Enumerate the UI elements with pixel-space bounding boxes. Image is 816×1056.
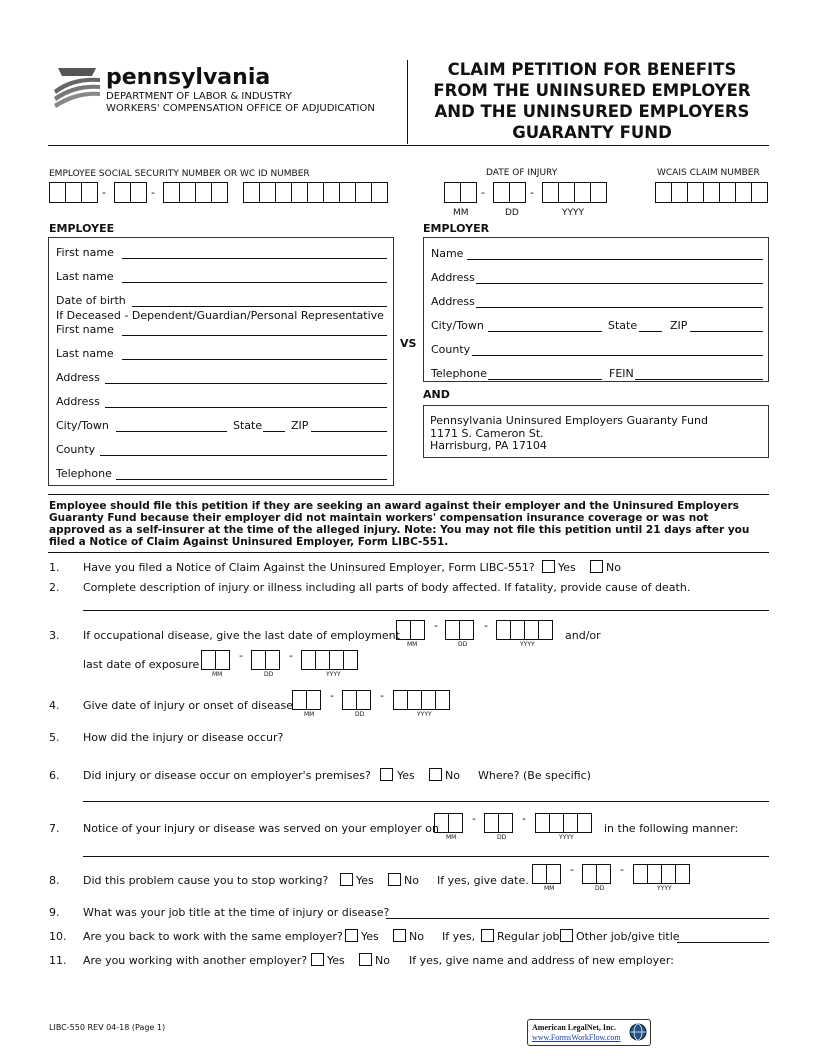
city-label: City/Town: [56, 419, 109, 432]
q1-no-label: No: [606, 561, 621, 574]
yyyy-label: YYYY: [657, 885, 672, 892]
q3-exposure-text: last date of exposure: [83, 658, 200, 671]
q3-andor: and/or: [565, 629, 601, 642]
deceased-label: If Deceased - Dependent/Guardian/Personal Representative: [56, 309, 384, 322]
q10-yes-checkbox[interactable]: [345, 929, 358, 942]
injury-month-boxes[interactable]: [444, 182, 477, 203]
rep-first-name-label: First name: [56, 323, 114, 336]
q10-other-label: Other job/give title: [576, 930, 680, 943]
q8-day[interactable]: [582, 864, 611, 884]
q10-no-label: No: [409, 930, 424, 943]
employer-address2-field[interactable]: [476, 307, 763, 308]
dash: -: [102, 186, 106, 199]
and-label: AND: [423, 388, 450, 401]
q2-number: 2.: [49, 581, 60, 594]
q4-month[interactable]: [292, 690, 321, 710]
first-name-label: First name: [56, 246, 114, 259]
employer-name-label: Name: [431, 247, 464, 260]
dash: -: [620, 863, 624, 876]
q11-number: 11.: [49, 954, 67, 967]
notice-line-4: filed a Notice of Claim Against Uninsured Employer, Form LIBC-551.: [49, 536, 449, 548]
state-field[interactable]: [263, 431, 285, 432]
dash: -: [330, 689, 334, 702]
department-name: DEPARTMENT OF LABOR & INDUSTRY: [106, 91, 292, 102]
county-label: County: [56, 443, 96, 456]
employer-name-field[interactable]: [467, 259, 763, 260]
mm-label: MM: [453, 208, 469, 218]
address2-field[interactable]: [105, 407, 387, 408]
yyyy-label: YYYY: [417, 711, 432, 718]
mm-label: MM: [544, 885, 555, 892]
q8-month[interactable]: [532, 864, 561, 884]
notice-rule-top: [48, 494, 769, 495]
q4-text: Give date of injury or onset of disease: [83, 699, 293, 712]
q3-exposure-year[interactable]: [301, 650, 358, 670]
yyyy-label: YYYY: [326, 671, 341, 678]
dash: -: [151, 186, 155, 199]
q4-year[interactable]: [393, 690, 450, 710]
q1-text: Have you filed a Notice of Claim Against the Uninsured Employer, Form LIBC-551?: [83, 561, 535, 574]
q6-no-label: No: [445, 769, 460, 782]
dob-field[interactable]: [132, 306, 387, 307]
q4-number: 4.: [49, 699, 60, 712]
form-id: LIBC-550 REV 04-18 (Page 1): [49, 1023, 166, 1032]
q8-yes-label: Yes: [356, 874, 374, 887]
q7-answer-line[interactable]: [83, 856, 769, 857]
notice-line-1: Employee should file this petition if they are seeking an award against their employer and the Uninsured Employers: [49, 500, 739, 512]
title-line-4: GUARANTY FUND: [512, 123, 672, 142]
dash: -: [481, 186, 485, 199]
fund-street: 1171 S. Cameron St.: [430, 427, 544, 440]
employer-address2-label: Address: [431, 295, 475, 308]
title-line-3: AND THE UNINSURED EMPLOYERS: [434, 102, 750, 121]
address1-label: Address: [56, 371, 100, 384]
q11-no-label: No: [375, 954, 390, 967]
ssn-part2-boxes[interactable]: [114, 182, 147, 203]
vendor-badge[interactable]: [527, 1019, 651, 1046]
employer-county-label: County: [431, 343, 471, 356]
header-rule: [48, 145, 769, 146]
wc-id-boxes[interactable]: [243, 182, 388, 203]
employer-city-field[interactable]: [488, 331, 602, 332]
employer-fein-label: FEIN: [609, 367, 634, 380]
mm-label: MM: [304, 711, 315, 718]
dd-label: DD: [458, 641, 468, 648]
dd-label: DD: [595, 885, 605, 892]
dd-label: DD: [505, 208, 519, 218]
vendor-name: American LegalNet, Inc.: [532, 1023, 616, 1032]
city-field[interactable]: [116, 431, 227, 432]
injury-day-boxes[interactable]: [493, 182, 526, 203]
q6-where-label: Where? (Be specific): [478, 769, 591, 782]
date-of-injury-label: DATE OF INJURY: [486, 168, 558, 178]
dash: -: [570, 863, 574, 876]
q3-exposure-day[interactable]: [251, 650, 280, 670]
q11-no-checkbox[interactable]: [359, 953, 372, 966]
q1-no-checkbox[interactable]: [590, 560, 603, 573]
dd-label: DD: [355, 711, 365, 718]
employer-state-label: State: [608, 319, 638, 332]
q6-yes-label: Yes: [397, 769, 415, 782]
dash: -: [380, 689, 384, 702]
q8-no-label: No: [404, 874, 419, 887]
dash: -: [522, 812, 526, 825]
state-label: State: [233, 419, 263, 432]
q3-employment-month[interactable]: [396, 620, 425, 640]
employer-address1-label: Address: [431, 271, 475, 284]
fund-name: Pennsylvania Uninsured Employers Guaranty Fund: [430, 414, 708, 427]
state-name: pennsylvania: [106, 65, 271, 90]
q10-yes-label: Yes: [361, 930, 379, 943]
q10-other-checkbox[interactable]: [560, 929, 573, 942]
employer-zip-field[interactable]: [690, 331, 763, 332]
q10-text: Are you back to work with the same employer?: [83, 930, 343, 943]
employer-fein-field[interactable]: [635, 379, 763, 380]
q1-number: 1.: [49, 561, 60, 574]
yyyy-label: YYYY: [562, 208, 584, 218]
q3-text: If occupational disease, give the last date of employment: [83, 629, 400, 642]
q9-number: 9.: [49, 906, 60, 919]
title-line-2: FROM THE UNINSURED EMPLOYER: [433, 81, 751, 100]
notice-line-2: Guaranty Fund because their employer did not maintain workers' compensation insurance coverage or was not: [49, 512, 709, 524]
employer-city-label: City/Town: [431, 319, 484, 332]
vendor-link[interactable]: www.FormsWorkFlow.com: [532, 1033, 621, 1042]
keystone-logo-icon: [52, 66, 102, 110]
office-name: WORKERS' COMPENSATION OFFICE OF ADJUDICATION: [106, 103, 375, 114]
notice-text: [49, 500, 749, 548]
pa-logo: [52, 66, 102, 110]
q7-day[interactable]: [484, 813, 513, 833]
q7-text: Notice of your injury or disease was served on your employer on: [83, 822, 439, 835]
county-field[interactable]: [100, 455, 387, 456]
zip-field[interactable]: [311, 431, 387, 432]
last-name-label: Last name: [56, 270, 114, 283]
dash: -: [289, 649, 293, 662]
injury-year-boxes[interactable]: [542, 182, 607, 203]
employer-panel: [423, 237, 769, 382]
q7-manner-label: in the following manner:: [604, 822, 739, 835]
zip-label: ZIP: [291, 419, 309, 432]
q5-number: 5.: [49, 731, 60, 744]
q3-exposure-month[interactable]: [201, 650, 230, 670]
title-line-1: CLAIM PETITION FOR BENEFITS: [447, 60, 737, 79]
address1-field[interactable]: [105, 383, 387, 384]
q9-answer-line[interactable]: [386, 918, 769, 919]
q6-no-checkbox[interactable]: [429, 768, 442, 781]
q6-answer-line[interactable]: [83, 801, 769, 802]
ssn-part1-boxes[interactable]: [49, 182, 98, 203]
wcais-label: WCAIS CLAIM NUMBER: [657, 168, 760, 178]
mm-label: MM: [446, 834, 457, 841]
employee-panel: [48, 237, 394, 486]
q7-year[interactable]: [535, 813, 592, 833]
dash: -: [239, 649, 243, 662]
dash: -: [434, 619, 438, 632]
q6-number: 6.: [49, 769, 60, 782]
q10-regular-checkbox[interactable]: [481, 929, 494, 942]
q10-ifyes-label: If yes,: [442, 930, 476, 943]
q8-text: Did this problem cause you to stop working?: [83, 874, 329, 887]
q8-yes-checkbox[interactable]: [340, 873, 353, 886]
employer-telephone-label: Telephone: [431, 367, 487, 380]
q9-text: What was your job title at the time of injury or disease?: [83, 906, 390, 919]
notice-line-3: approved as a self-insurer at the time of the alleged injury. Note: You may not file this petition until 21 days after you: [49, 524, 750, 536]
q8-number: 8.: [49, 874, 60, 887]
dash: -: [530, 186, 534, 199]
q8-year[interactable]: [633, 864, 690, 884]
q7-number: 7.: [49, 822, 60, 835]
q6-yes-checkbox[interactable]: [380, 768, 393, 781]
rep-last-name-field[interactable]: [122, 359, 387, 360]
q7-month[interactable]: [434, 813, 463, 833]
q1-yes-checkbox[interactable]: [542, 560, 555, 573]
q11-text: Are you working with another employer?: [83, 954, 308, 967]
employer-heading: EMPLOYER: [423, 222, 490, 235]
ssn-part3-boxes[interactable]: [163, 182, 228, 203]
telephone-field[interactable]: [116, 479, 387, 480]
dob-label: Date of birth: [56, 294, 126, 307]
rep-last-name-label: Last name: [56, 347, 114, 360]
q11-yes-checkbox[interactable]: [311, 953, 324, 966]
dash: -: [484, 619, 488, 632]
rep-first-name-field[interactable]: [122, 335, 387, 336]
q3-employment-day[interactable]: [445, 620, 474, 640]
mm-label: MM: [407, 641, 418, 648]
q3-employment-year[interactable]: [496, 620, 553, 640]
q10-title-line[interactable]: [677, 942, 769, 943]
q10-number: 10.: [49, 930, 67, 943]
first-name-field[interactable]: [122, 258, 387, 259]
q8-no-checkbox[interactable]: [388, 873, 401, 886]
mm-label: MM: [212, 671, 223, 678]
q10-no-checkbox[interactable]: [393, 929, 406, 942]
employer-telephone-field[interactable]: [488, 379, 602, 380]
employer-address1-field[interactable]: [476, 283, 763, 284]
dd-label: DD: [264, 671, 274, 678]
ssn-label: EMPLOYEE SOCIAL SECURITY NUMBER OR WC ID NUMBER: [49, 169, 310, 179]
q3-number: 3.: [49, 629, 60, 642]
employee-heading: EMPLOYEE: [49, 222, 115, 235]
q8-ifyes-label: If yes, give date.: [437, 874, 529, 887]
q11-yes-label: Yes: [327, 954, 345, 967]
last-name-field[interactable]: [122, 282, 387, 283]
employer-state-field[interactable]: [639, 331, 662, 332]
q4-day[interactable]: [342, 690, 371, 710]
form-title: [412, 59, 772, 143]
q2-answer-line[interactable]: [83, 610, 769, 611]
employer-zip-label: ZIP: [670, 319, 688, 332]
dd-label: DD: [497, 834, 507, 841]
address2-label: Address: [56, 395, 100, 408]
q1-yes-label: Yes: [558, 561, 576, 574]
globe-icon: [629, 1023, 647, 1041]
q11-ifyes-label: If yes, give name and address of new employer:: [409, 954, 674, 967]
yyyy-label: YYYY: [520, 641, 535, 648]
vs-label: VS: [400, 337, 417, 350]
q2-text: Complete description of injury or illness including all parts of body affected. If fatality, provide cause of death.: [83, 581, 691, 594]
dash: -: [472, 812, 476, 825]
yyyy-label: YYYY: [559, 834, 574, 841]
telephone-label: Telephone: [56, 467, 112, 480]
q6-text: Did injury or disease occur on employer's premises?: [83, 769, 371, 782]
employer-county-field[interactable]: [472, 355, 763, 356]
wcais-boxes[interactable]: [655, 182, 768, 203]
header-divider: [407, 60, 408, 144]
fund-city: Harrisburg, PA 17104: [430, 439, 547, 452]
fund-panel: [423, 405, 769, 458]
q10-regular-label: Regular job: [497, 930, 560, 943]
q5-text: How did the injury or disease occur?: [83, 731, 284, 744]
notice-rule-bottom: [48, 552, 769, 553]
